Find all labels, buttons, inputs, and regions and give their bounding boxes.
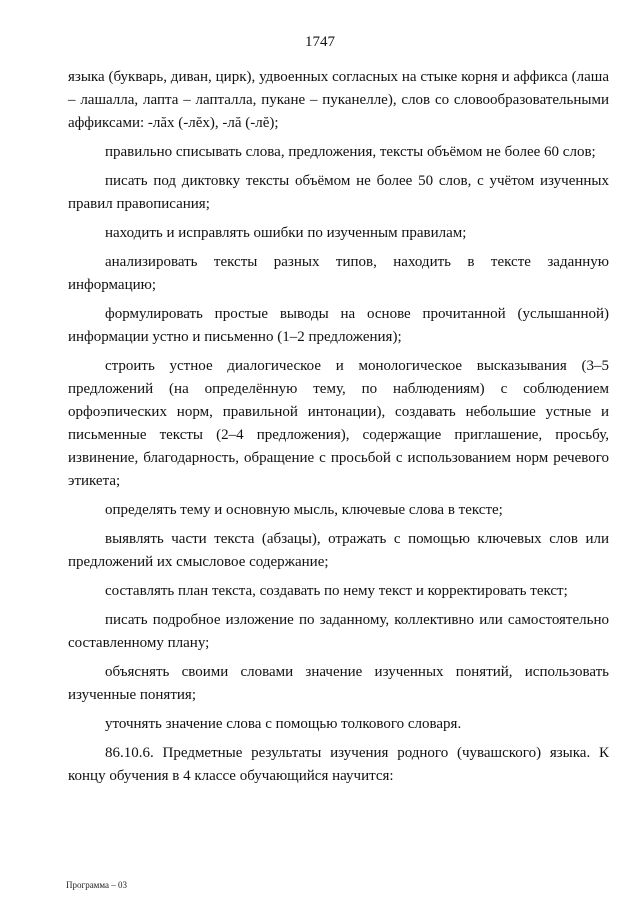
paragraph: объяснять своими словами значение изученных понятий, использовать изученные понятия;: [68, 664, 609, 703]
section-heading-paragraph: 86.10.6. Предметные результаты изучения родного (чувашского) языка. К концу обучения в 4 классе обучающийся научится:: [68, 745, 609, 784]
page-number: 1747: [305, 34, 335, 50]
paragraph: анализировать тексты разных типов, находить в тексте заданную информацию;: [68, 254, 609, 293]
paragraph: правильно списывать слова, предложения, тексты объёмом не более 60 слов;: [105, 144, 596, 160]
paragraph: строить устное диалогическое и монологическое высказывания (3–5 предложений (на определённую тему, по наблюдениям) с соблюдением орфоэпических норм, правильной интонации), создавать небольшие устные и письменные тексты (2–4 предложения), содержащие приглашение, просьбу, извинение, благодарность, обращение с просьбой с использованием норм речевого этикета;: [68, 358, 609, 489]
paragraph: определять тему и основную мысль, ключевые слова в тексте;: [105, 502, 503, 518]
paragraph: писать под диктовку тексты объёмом не более 50 слов, с учётом изученных правил правописания;: [68, 173, 609, 212]
paragraph: языка (букварь, диван, цирк), удвоенных согласных на стыке корня и аффикса (лаша – лашалла, лапта – лапталла, пукане – пуканелле), слов со словообразовательными аффиксами: -лăх (-лĕх), -лă (-лĕ);: [68, 69, 609, 131]
paragraph: находить и исправлять ошибки по изученным правилам;: [105, 225, 467, 241]
paragraph: формулировать простые выводы на основе прочитанной (услышанной) информации устно и письменно (1–2 предложения);: [68, 306, 609, 345]
paragraph: уточнять значение слова с помощью толкового словаря.: [105, 716, 462, 732]
paragraph: писать подробное изложение по заданному, коллективно или самостоятельно составленному плану;: [68, 612, 609, 651]
footer-label: Программа – 03: [66, 880, 128, 890]
paragraph: составлять план текста, создавать по нему текст и корректировать текст;: [105, 583, 568, 599]
paragraph: выявлять части текста (абзацы), отражать с помощью ключевых слов или предложений их смысловое содержание;: [68, 531, 609, 570]
document-body: [68, 66, 609, 794]
